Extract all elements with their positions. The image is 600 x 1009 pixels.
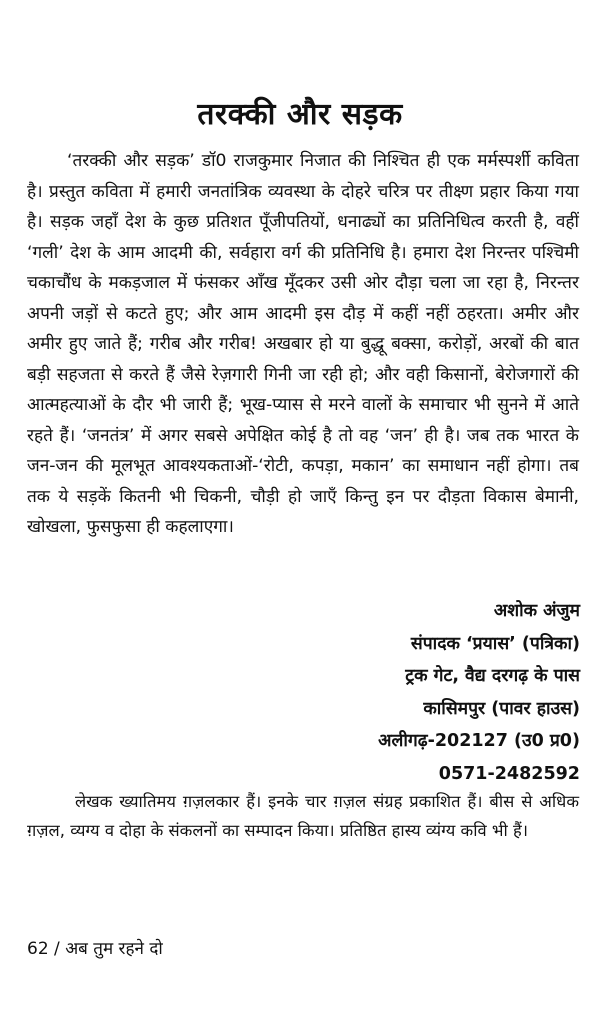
page-number: 62 xyxy=(27,939,49,959)
author-note: लेखक ख्यातिमय ग़ज़लकार हैं। इनके चार ग़ज़ल संग्रह प्रकाशित हैं। बीस से अधिक ग़ज़ल, व्यग्य व दोहा के संकलनों का सम्पादन किया। प्रतिष्ठित हास्य व्यंग्य कवि भी हैं। xyxy=(27,792,579,840)
author-name: अशोक अंजुम xyxy=(493,601,580,621)
page-footer xyxy=(27,936,163,959)
address-line-3: अलीगढ़-202127 (उ0 प्र0) xyxy=(378,731,580,751)
address-line-1: ट्रक गेट, वैद्य दरगढ़ के पास xyxy=(405,666,580,686)
footer-separator: / xyxy=(54,939,60,959)
phone-number: 0571-2482592 xyxy=(438,763,580,784)
book-title: अब तुम रहने दो xyxy=(65,939,163,959)
signature-block xyxy=(378,595,580,790)
page-title: तरक्की और सड़क xyxy=(197,97,403,132)
address-line-2: कासिमपुर (पावर हाउस) xyxy=(423,698,580,719)
author-role: संपादक ‘प्रयास’ (पत्रिका) xyxy=(410,633,580,654)
essay-paragraph: ‘तरक्की और सड़क’ डॉ0 राजकुमार निजात की निश्चित ही एक मर्मस्पर्शी कविता है। प्रस्तुत कविता में हमारी जनतांत्रिक व्यवस्था के दोहरे चरित्र पर तीक्ष्ण प्रहार किया गया है। सड़क जहाँ देश के कुछ प्रतिशत पूँजीपतियों, धनाढ्यों का प्रतिनिधित्व करती है, वहीं ‘गली’ देश के आम आदमी की, सर्वहारा वर्ग की प्रतिनिधि है। हमारा देश निरन्तर पश्चिमी चकाचौंध के मकड़जाल में फंसकर आँख मूँदकर उसी ओर दौड़ा चला जा रहा है, निरन्तर अपनी जड़ों से कटते हुए; और आम आदमी इस दौड़ में कहीं नहीं ठहरता। अमीर और अमीर हुए जाते हैं; गरीब और गरीब! अखबार हो या बुद्धू बक्सा, करोड़ों, अरबों की बात बड़ी सहजता से करते हैं जैसे रेज़गारी गिनी जा रही हो; और वही किसानों, बेरोजगारों की आत्महत्याओं के दौर भी जारी हैं; भूख-प्यास से मरने वालों के समाचार भी सुनने में आते रहते हैं। ‘जनतंत्र’ में अगर सबसे अपेक्षित कोई है तो वह ‘जन’ ही है। जब तक भारत के जन-जन की मूलभूत आवश्यकताओं-‘रोटी, कपड़ा, मकान’ का समाधान नहीं होगा। तब तक ये सड़कें कितनी भी चिकनी, चौड़ी हो जाएँ किन्तु इन पर दौड़ता विकास बेमानी, खोखला, फुसफुसा ही कहलाएगा। xyxy=(27,151,579,537)
